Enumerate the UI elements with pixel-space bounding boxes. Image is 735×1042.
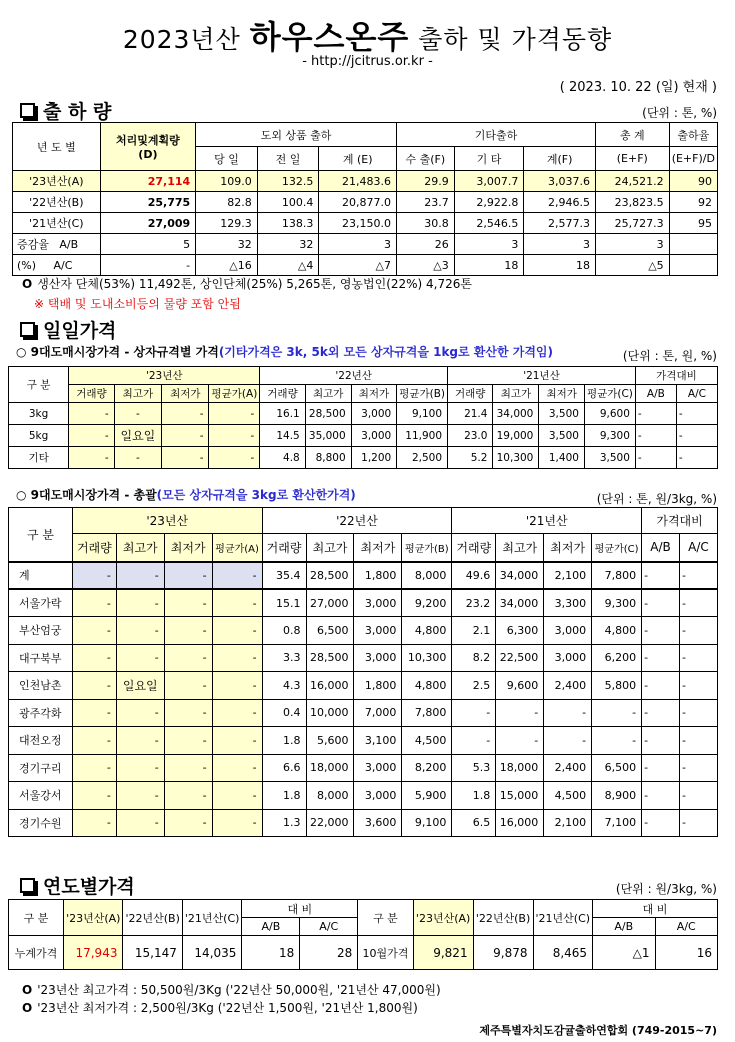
price-cell: - xyxy=(592,727,642,755)
producer-note: O 생산자 단체(53%) 11,492톤, 상인단체(25%) 5,265톤, 영농법인(22%) 4,726톤 xyxy=(22,277,472,291)
shipment-heading-text: 출 하 량 xyxy=(43,101,112,123)
table-row: 누계가격 17,943 15,147 14,035 18 28 10월가격 9,821 9,878 8,465 △1 16 xyxy=(9,936,718,970)
hdr-day: 당 일 xyxy=(196,147,258,171)
price-cell: 3,100 xyxy=(354,727,402,755)
price-cell: 7,800 xyxy=(402,699,452,727)
price-cell: 6,500 xyxy=(306,617,354,645)
price-cell: 8,000 xyxy=(402,562,452,590)
price-cell: 3,300 xyxy=(544,589,592,617)
price-cell: 3,600 xyxy=(354,809,402,837)
hdr-total-sub: (E+F) xyxy=(595,147,669,171)
market-name: 경기수원 xyxy=(9,809,73,837)
checkbox-square-icon xyxy=(20,322,35,337)
price-cell: - xyxy=(116,809,164,837)
market-name: 부산엄궁 xyxy=(9,617,73,645)
price-cell: - xyxy=(72,809,116,837)
yearly-heading xyxy=(20,872,135,899)
price-cell: - xyxy=(452,727,496,755)
price-cell: 4,800 xyxy=(592,617,642,645)
price-cell: - xyxy=(212,672,262,700)
price-cell: - xyxy=(116,562,164,590)
price-cell: - xyxy=(164,562,212,590)
price-cell: 5.3 xyxy=(452,754,496,782)
price-cell: - xyxy=(72,617,116,645)
table-row xyxy=(9,727,718,755)
price-cell: - xyxy=(72,754,116,782)
price-cell: 1.8 xyxy=(452,782,496,810)
price-cell: 28,500 xyxy=(306,562,354,590)
price-cell: - xyxy=(72,589,116,617)
site-url[interactable]: - http://jcitrus.or.kr - xyxy=(302,54,433,69)
price-cell: 8,200 xyxy=(402,754,452,782)
max-price-note: O '23년산 최고가격 : 50,500원/3Kg ('22년산 50,000원, '21년산 47,000원) xyxy=(22,983,441,997)
price-cell: 3,000 xyxy=(354,754,402,782)
price-cell: 5,600 xyxy=(306,727,354,755)
title-suffix: 출하 및 가격동향 xyxy=(418,25,613,54)
checkbox-square-icon xyxy=(20,103,35,118)
price-cell: 1.8 xyxy=(262,782,306,810)
price-cell: 9,300 xyxy=(592,589,642,617)
price-cell: 15.1 xyxy=(262,589,306,617)
price-cell: - xyxy=(212,782,262,810)
price-cell: 1,800 xyxy=(354,672,402,700)
price-cell: - xyxy=(592,699,642,727)
price-cell: - xyxy=(164,809,212,837)
price-cell: - xyxy=(642,809,680,837)
shipment-unit: (단위 : 톤, %) xyxy=(642,106,717,120)
price-cell: 1.3 xyxy=(262,809,306,837)
price-cell: 3,000 xyxy=(544,617,592,645)
table-row: '21년산(C) 27,009 129.3 138.3 23,150.0 30.8 2,546.5 2,577.3 25,727.3 95 xyxy=(13,213,718,234)
price-cell: 5,900 xyxy=(402,782,452,810)
checkbox-square-icon xyxy=(20,878,35,893)
total-unit: (단위 : 톤, 원/3kg, %) xyxy=(596,492,717,506)
table-row: 3kg - - - - 16.1 28,500 3,000 9,100 21.4 34,000 3,500 9,600 - - xyxy=(9,403,718,425)
title-prefix: 2023년산 xyxy=(122,25,241,54)
price-cell: 16,000 xyxy=(306,672,354,700)
hdr-etc: 기 타 xyxy=(454,147,524,171)
price-cell: - xyxy=(452,699,496,727)
price-cell: 4,800 xyxy=(402,672,452,700)
hdr-sumE: 계 (E) xyxy=(319,147,397,171)
daily-heading xyxy=(20,316,116,343)
market-name: 경기구리 xyxy=(9,754,73,782)
hdr-export: 수 출(F) xyxy=(396,147,454,171)
price-cell: 16,000 xyxy=(496,809,544,837)
price-cell: 8,000 xyxy=(306,782,354,810)
price-cell: - xyxy=(544,699,592,727)
table-row xyxy=(9,782,718,810)
price-cell: 6,500 xyxy=(592,754,642,782)
price-cell: 6.5 xyxy=(452,809,496,837)
hdr-total: 총 계 xyxy=(595,123,669,147)
price-cell: 22,500 xyxy=(496,644,544,672)
market-name: 인천남촌 xyxy=(9,672,73,700)
yearly-heading-text: 연도별가격 xyxy=(43,876,135,898)
hdr-domestic: 도외 상품 출하 xyxy=(196,123,397,147)
hdr-y21: '21년산 xyxy=(448,367,636,385)
market-name: 계 xyxy=(9,562,73,590)
hdr-plan: 처리및계획량 (D) xyxy=(100,123,196,171)
price-cell: - xyxy=(679,644,717,672)
price-cell: 4,500 xyxy=(402,727,452,755)
price-cell: 6,200 xyxy=(592,644,642,672)
price-cell: 5,800 xyxy=(592,672,642,700)
price-cell: - xyxy=(72,727,116,755)
price-cell: 3,000 xyxy=(354,589,402,617)
price-cell: - xyxy=(164,727,212,755)
footer-org: 제주특별자치도감귤출하연합회 (749-2015~7) xyxy=(479,1024,717,1037)
price-cell: - xyxy=(679,699,717,727)
title-main: 하우스온주 xyxy=(249,18,410,56)
price-cell: - xyxy=(212,589,262,617)
price-cell: - xyxy=(164,589,212,617)
table-row xyxy=(9,644,718,672)
price-cell: 2,100 xyxy=(544,809,592,837)
table-row xyxy=(9,754,718,782)
yearly-price-table: 구 분 '23년산(A) '22년산(B) '21년산(C) 대 비 구 분 '23년산(A) '22년산(B) '21년산(C) 대 비 A/B A/C A/B A/C 누계가격 17,943 15,147 14,035 18 28 10월가격 9,821 9,878 8,465 △1 16 xyxy=(8,899,718,970)
price-cell: 10,300 xyxy=(402,644,452,672)
price-cell: 2.1 xyxy=(452,617,496,645)
price-cell: - xyxy=(212,699,262,727)
table-row: 5kg - 일요일 - - 14.5 35,000 3,000 11,900 23.0 19,000 3,500 9,300 - - xyxy=(9,425,718,447)
price-cell: - xyxy=(679,617,717,645)
price-cell: 일요일 xyxy=(116,672,164,700)
price-cell: - xyxy=(642,617,680,645)
hdr-rate: 출하율 xyxy=(669,123,717,147)
price-cell: 0.4 xyxy=(262,699,306,727)
price-cell: - xyxy=(642,727,680,755)
shipment-heading xyxy=(20,97,111,124)
delivery-note: ※ 택배 및 도내소비등의 물량 포함 안됨 xyxy=(34,297,241,311)
price-cell: - xyxy=(72,699,116,727)
price-cell: - xyxy=(679,809,717,837)
price-cell: 34,000 xyxy=(496,562,544,590)
price-cell: 1.8 xyxy=(262,727,306,755)
price-cell: - xyxy=(679,782,717,810)
price-cell: - xyxy=(164,782,212,810)
price-cell: 6,300 xyxy=(496,617,544,645)
table-row: 기타 - - - - 4.8 8,800 1,200 2,500 5.2 10,300 1,400 3,500 - - xyxy=(9,447,718,469)
price-cell: - xyxy=(212,727,262,755)
price-cell: 15,000 xyxy=(496,782,544,810)
price-cell: 3,000 xyxy=(544,644,592,672)
price-cell: - xyxy=(116,589,164,617)
table-row xyxy=(9,699,718,727)
daily-heading-text: 일일가격 xyxy=(43,320,117,342)
price-cell: - xyxy=(679,589,717,617)
price-cell: - xyxy=(116,699,164,727)
price-cell: - xyxy=(642,672,680,700)
hdr-rate-sub: (E+F)/D xyxy=(669,147,717,171)
total-price-table: 구 분 '23년산 '22년산 '21년산 가격대비 거래량 최고가 최저가 평균가(A) 거래량 최고가 최저가 평균가(B) 거래량 최고가 최저가 평균가(C) A/B A/C 계 - - - - 35.4 28,500 1,800 8,000 49.6 34,000 2,100 7,800 - - 서울가락 - - - - 15.1 27,000 3,000 9,200 23.2 34,000 3,300 9,300 - - 부산엄궁 - - - - 0.8 6,500 3,000 4,800 2.1 6,300 3,000 4,800 - - 대구북부 - - - - 3.3 28,500 3,000 10,300 8.2 22,500 3,000 6,200 - - 인천남촌 - 일요일 - - 4.3 16,000 1,800 4,800 2.5 9,600 2,400 5,800 - - 광주각화 - - - - 0.4 10,000 7,000 7,800 - - - - - - 대전오정 - - - - 1.8 5,600 3,100 4,500 - - - - - - 경기구리 - - - - 6.6 18,000 3,000 8,200 5.3 18,000 2,400 6,500 - - 서울강서 - - - - 1.8 8,000 3,000 5,900 1.8 15,000 4,500 8,900 - - 경기수원 - - - - 1.3 22,000 3,600 9,100 6.5 16,000 2,100 7,100 - - xyxy=(8,507,718,837)
hdr-y23: '23년산 xyxy=(69,367,260,385)
price-cell: - xyxy=(642,589,680,617)
price-cell: 4.3 xyxy=(262,672,306,700)
spec-price-table xyxy=(8,366,718,469)
price-cell: 27,000 xyxy=(306,589,354,617)
price-cell: - xyxy=(116,727,164,755)
price-cell: 9,100 xyxy=(402,809,452,837)
price-cell: 18,000 xyxy=(496,754,544,782)
price-cell: 3.3 xyxy=(262,644,306,672)
price-cell: - xyxy=(164,672,212,700)
price-cell: 3,000 xyxy=(354,782,402,810)
price-cell: - xyxy=(164,699,212,727)
price-cell: 10,000 xyxy=(306,699,354,727)
market-name: 광주각화 xyxy=(9,699,73,727)
change-row-ac: (%) A/C - △16 △4 △7 △3 18 18 △5 xyxy=(13,255,718,276)
price-cell: - xyxy=(72,562,116,590)
price-cell: - xyxy=(72,644,116,672)
hdr-sumF: 계(F) xyxy=(524,147,596,171)
price-cell: 7,000 xyxy=(354,699,402,727)
price-cell: 0.8 xyxy=(262,617,306,645)
table-row xyxy=(9,589,718,617)
price-cell: 34,000 xyxy=(496,589,544,617)
price-cell: - xyxy=(642,699,680,727)
hdr-prev: 전 일 xyxy=(257,147,319,171)
price-cell: - xyxy=(679,727,717,755)
hdr-gubun-total: 구 분 xyxy=(9,508,73,562)
price-cell: 3,000 xyxy=(354,617,402,645)
price-cell: 6.6 xyxy=(262,754,306,782)
table-row: '23년산(A) 27,114 109.0 132.5 21,483.6 29.9 3,007.7 3,037.6 24,521.2 90 xyxy=(13,171,718,192)
market-name: 서울가락 xyxy=(9,589,73,617)
price-cell: - xyxy=(116,617,164,645)
hdr-other: 기타출하 xyxy=(396,123,595,147)
hdr-gubun: 구 분 xyxy=(9,367,69,403)
hdr-y22: '22년산 xyxy=(260,367,448,385)
price-cell: - xyxy=(544,727,592,755)
page-title xyxy=(0,12,735,58)
table-row xyxy=(9,562,718,590)
table-row: '22년산(B) 25,775 82.8 100.4 20,877.0 23.7 2,922.8 2,946.5 23,823.5 92 xyxy=(13,192,718,213)
table-row xyxy=(9,809,718,837)
price-cell: - xyxy=(116,782,164,810)
price-cell: 4,500 xyxy=(544,782,592,810)
price-cell: - xyxy=(642,562,680,590)
market-name: 대구북부 xyxy=(9,644,73,672)
spec-title: ○ 9대도매시장가격 - 상자규격별 가격(기타가격은 3k, 5k외 모든 상자규격을 1kg로 환산한 가격임) xyxy=(16,345,554,359)
price-cell: 28,500 xyxy=(306,644,354,672)
price-cell: 7,100 xyxy=(592,809,642,837)
price-cell: - xyxy=(212,562,262,590)
table-row xyxy=(9,672,718,700)
price-cell: - xyxy=(116,644,164,672)
spec-subheader: 거래량 최고가 최저가 평균가(A) 거래량 최고가 최저가 평균가(B) 거래량 최고가 최저가 평균가(C) A/B A/C xyxy=(9,385,718,403)
price-cell: 23.2 xyxy=(452,589,496,617)
price-cell: - xyxy=(116,754,164,782)
change-row-ab: 증감율 A/B 5 32 32 3 26 3 3 3 xyxy=(13,234,718,255)
year-cell: '23년산(A) xyxy=(13,171,101,192)
market-name: 대전오정 xyxy=(9,727,73,755)
min-price-note: O '23년산 최저가격 : 2,500원/3Kg ('22년산 1,500원, '21년산 1,800원) xyxy=(22,1001,418,1015)
spec-unit: (단위 : 톤, 원, %) xyxy=(622,349,717,363)
price-cell: - xyxy=(164,644,212,672)
price-cell: 2,400 xyxy=(544,672,592,700)
price-cell: 2.5 xyxy=(452,672,496,700)
price-cell: - xyxy=(212,809,262,837)
price-cell: - xyxy=(212,617,262,645)
market-name: 서울강서 xyxy=(9,782,73,810)
price-cell: 9,200 xyxy=(402,589,452,617)
price-cell: - xyxy=(642,754,680,782)
price-cell: 35.4 xyxy=(262,562,306,590)
table-row xyxy=(9,617,718,645)
price-cell: - xyxy=(679,672,717,700)
price-cell: 9,600 xyxy=(496,672,544,700)
price-cell: - xyxy=(642,644,680,672)
yearly-unit: (단위 : 원/3kg, %) xyxy=(615,882,717,896)
plan-cell: 27,114 xyxy=(100,171,196,192)
hdr-year: 년 도 별 xyxy=(13,123,101,171)
price-cell: - xyxy=(212,644,262,672)
hdr-cmp: 가격대비 xyxy=(635,367,717,385)
price-cell: - xyxy=(496,699,544,727)
total-title: ○ 9대도매시장가격 - 총괄(모든 상자규격을 3kg로 환산한가격) xyxy=(16,488,356,502)
price-cell: 7,800 xyxy=(592,562,642,590)
price-cell: - xyxy=(679,562,717,590)
price-cell: - xyxy=(642,782,680,810)
price-cell: - xyxy=(212,754,262,782)
price-cell: - xyxy=(679,754,717,782)
price-cell: 3,000 xyxy=(354,644,402,672)
price-cell: 18,000 xyxy=(306,754,354,782)
price-cell: 2,100 xyxy=(544,562,592,590)
price-cell: 22,000 xyxy=(306,809,354,837)
price-cell: 49.6 xyxy=(452,562,496,590)
report-date: ( 2023. 10. 22 (일) 현재 ) xyxy=(559,80,717,95)
price-cell: 4,800 xyxy=(402,617,452,645)
price-cell: - xyxy=(72,672,116,700)
price-cell: - xyxy=(164,754,212,782)
price-cell: 2,400 xyxy=(544,754,592,782)
price-cell: - xyxy=(72,782,116,810)
price-cell: 8,900 xyxy=(592,782,642,810)
price-cell: - xyxy=(496,727,544,755)
price-cell: - xyxy=(164,617,212,645)
price-cell: 8.2 xyxy=(452,644,496,672)
price-cell: 1,800 xyxy=(354,562,402,590)
shipment-table xyxy=(12,122,718,276)
